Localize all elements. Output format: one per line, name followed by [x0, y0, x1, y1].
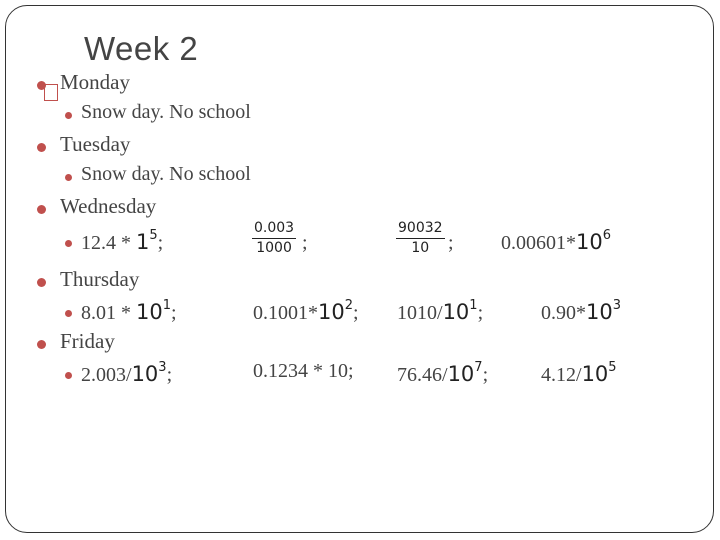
expression: $2.003/10^3$;: [81, 360, 173, 386]
expression: $1010/10^1$;: [397, 298, 484, 324]
expression: $4.12/10^5$: [541, 360, 617, 386]
bullet-icon: [37, 278, 46, 287]
expression: $0.00601*10^6$: [501, 228, 612, 254]
bullet-icon: [65, 174, 72, 181]
day-label-thursday: Thursday: [60, 267, 140, 291]
expression: $8.01 * 10^1$;: [81, 298, 177, 324]
bullet-icon: [65, 112, 72, 119]
expression: $76.46/10^7$;: [397, 360, 489, 386]
expression: $12.4 * 1^5$;: [81, 228, 164, 254]
separator: ;: [448, 232, 454, 254]
slide-title: Week 2: [84, 30, 199, 67]
fraction: $\frac{90032}{10}$: [398, 220, 443, 256]
expression: 0.1234 * 10;: [253, 360, 354, 382]
day-note-tuesday: Snow day. No school: [81, 163, 251, 185]
day-label-monday: Monday: [60, 70, 130, 94]
day-note-monday: Snow day. No school: [81, 101, 251, 123]
expression: $0.90*10^3$: [541, 298, 622, 324]
day-label-wednesday: Wednesday: [60, 194, 157, 218]
expression: $0.1001*10^2$;: [253, 298, 359, 324]
day-label-tuesday: Tuesday: [60, 132, 131, 156]
fraction: $\frac{0.003}{1000}$: [254, 220, 295, 256]
slide-frame: [5, 5, 714, 533]
bullet-icon: [37, 205, 46, 214]
day-label-friday: Friday: [60, 329, 115, 353]
bullet-icon: [37, 81, 46, 90]
bullet-icon: [65, 372, 72, 379]
separator: ;: [302, 232, 308, 254]
bullet-icon: [37, 143, 46, 152]
missing-glyph-icon: [44, 84, 58, 101]
bullet-icon: [65, 310, 72, 317]
bullet-icon: [65, 240, 72, 247]
bullet-icon: [37, 340, 46, 349]
